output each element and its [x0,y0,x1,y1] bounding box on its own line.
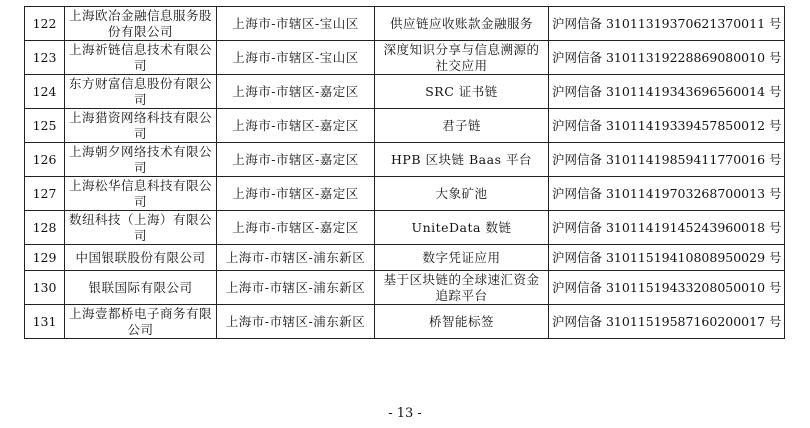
record-number: 沪网信备 31011419703268700013 号 [549,177,785,211]
company-name: 东方财富信息股份有限公司 [65,75,217,109]
company-name: 银联国际有限公司 [65,271,217,305]
table-row [25,245,785,271]
table-row [25,271,785,305]
record-number: 沪网信备 31011419339457850012 号 [549,109,785,143]
location: 上海市-市辖区-嘉定区 [217,211,375,245]
company-name: 上海祈链信息技术有限公司 [65,41,217,75]
table-row [25,109,785,143]
record-number: 沪网信备 31011319370621370011 号 [549,7,785,41]
service-name: SRC 证书链 [375,75,549,109]
row-number: 126 [25,143,65,177]
table-row [25,177,785,211]
record-number: 沪网信备 31011419859411770016 号 [549,143,785,177]
location: 上海市-市辖区-嘉定区 [217,75,375,109]
row-number: 123 [25,41,65,75]
service-name: 深度知识分享与信息溯源的社交应用 [375,41,549,75]
table-row [25,143,785,177]
row-number: 127 [25,177,65,211]
service-name: UniteData 数链 [375,211,549,245]
table-row [25,41,785,75]
location: 上海市-市辖区-宝山区 [217,41,375,75]
company-name: 上海壹都桥电子商务有限公司 [65,305,217,339]
record-number: 沪网信备 31011519410808950029 号 [549,245,785,271]
row-number: 131 [25,305,65,339]
location: 上海市-市辖区-浦东新区 [217,305,375,339]
service-name: 大象矿池 [375,177,549,211]
table-row [25,211,785,245]
table-row [25,305,785,339]
company-name: 上海欧冶金融信息服务股份有限公司 [65,7,217,41]
location: 上海市-市辖区-嘉定区 [217,109,375,143]
row-number: 128 [25,211,65,245]
service-name: 君子链 [375,109,549,143]
service-name: 基于区块链的全球速汇资金追踪平台 [375,271,549,305]
page-number: - 13 - [388,406,422,421]
service-name: 供应链应收账款金融服务 [375,7,549,41]
company-name: 数纽科技（上海）有限公司 [65,211,217,245]
location: 上海市-市辖区-宝山区 [217,7,375,41]
record-number: 沪网信备 31011419145243960018 号 [549,211,785,245]
service-name: 数字凭证应用 [375,245,549,271]
record-number: 沪网信备 31011519587160200017 号 [549,305,785,339]
company-name: 上海松华信息科技有限公司 [65,177,217,211]
location: 上海市-市辖区-嘉定区 [217,177,375,211]
record-number: 沪网信备 31011519433208050010 号 [549,271,785,305]
record-number: 沪网信备 31011419343696560014 号 [549,75,785,109]
row-number: 124 [25,75,65,109]
service-name: HPB 区块链 Baas 平台 [375,143,549,177]
location: 上海市-市辖区-浦东新区 [217,245,375,271]
row-number: 122 [25,7,65,41]
record-number: 沪网信备 31011319228869080010 号 [549,41,785,75]
row-number: 129 [25,245,65,271]
company-name: 中国银联股份有限公司 [65,245,217,271]
company-name: 上海猎资网络科技有限公司 [65,109,217,143]
row-number: 130 [25,271,65,305]
service-name: 桥智能标签 [375,305,549,339]
company-name: 上海朝夕网络技术有限公司 [65,143,217,177]
table-row [25,75,785,109]
location: 上海市-市辖区-浦东新区 [217,271,375,305]
row-number: 125 [25,109,65,143]
table-row [25,7,785,41]
registry-table [24,6,785,339]
location: 上海市-市辖区-嘉定区 [217,143,375,177]
